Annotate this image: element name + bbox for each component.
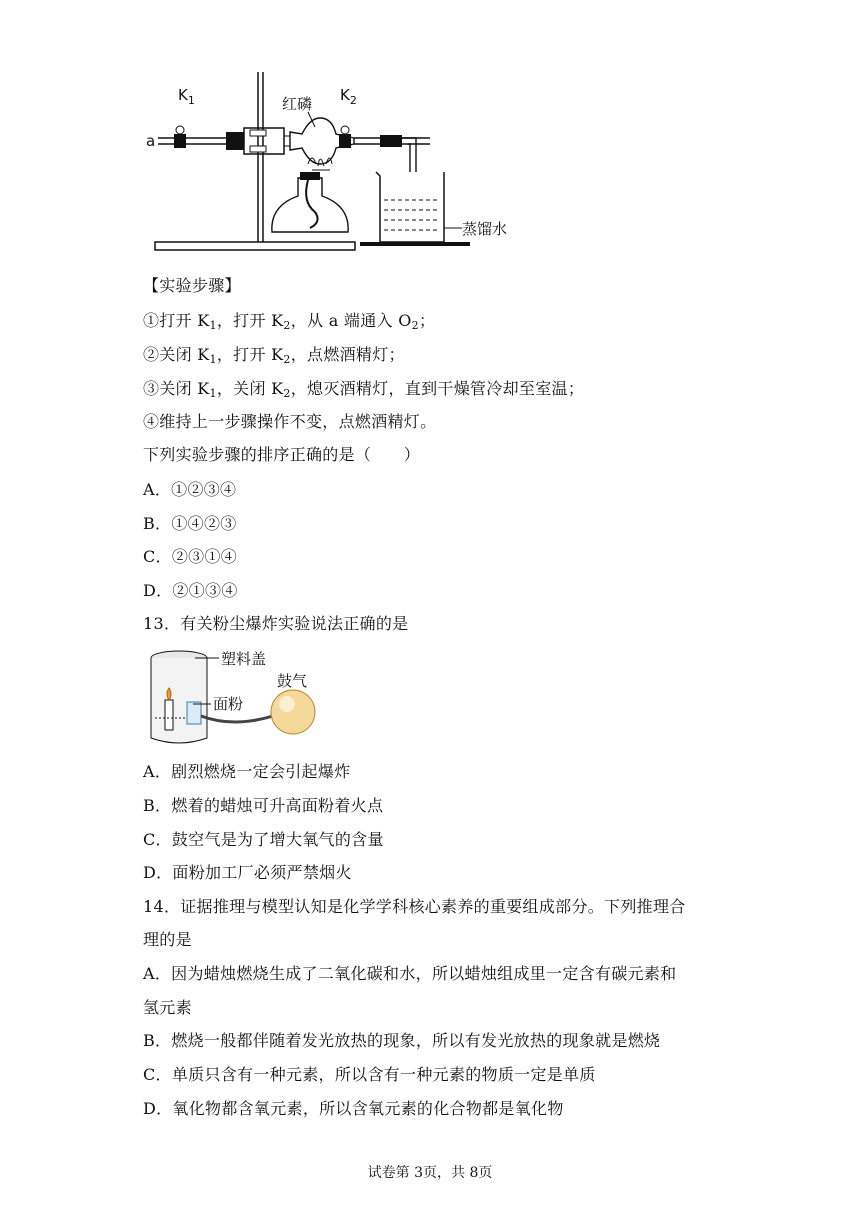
q13-option-a[interactable]: A．剧烈燃烧一定会引起爆炸 — [143, 762, 351, 781]
beaker — [376, 172, 444, 242]
flour-label: 面粉 — [213, 695, 244, 713]
q14-option-d[interactable]: D．氧化物都含氧元素，所以含氧元素的化合物都是氧化物 — [143, 1099, 564, 1118]
flour-cup — [187, 702, 201, 724]
stand-base — [155, 242, 355, 250]
candle — [165, 700, 173, 730]
step-1: ①打开 $K_1$，打开 $K_2$，从 a 端通入 $O_2$； — [143, 311, 436, 332]
dust-explosion-diagram — [143, 646, 333, 750]
lid-label: 塑料盖 — [221, 650, 267, 668]
q13-option-b[interactable]: B．燃着的蜡烛可升高面粉着火点 — [143, 796, 384, 815]
air-bulb — [271, 690, 315, 734]
q14-stem-line2: 理的是 — [143, 930, 192, 949]
q12-option-a[interactable]: A．①②③④ — [143, 480, 237, 499]
k2-label: $K_2$ — [340, 86, 357, 107]
step-3: ③关闭 $K_1$，关闭 $K_2$，熄灭酒精灯，直到干燥管冷却至室温； — [143, 379, 585, 400]
q12-question: 下列实验步骤的排序正确的是（ ） — [143, 445, 421, 464]
q13-stem: 13．有关粉尘爆炸实验说法正确的是 — [143, 614, 409, 633]
blow-label: 鼓气 — [277, 672, 308, 690]
step-2: ②关闭 $K_1$，打开 $K_2$，点燃酒精灯； — [143, 345, 405, 366]
red-phosphorus-label: 红磷 — [282, 95, 313, 113]
step-4: ④维持上一步骤操作不变，点燃酒精灯。 — [143, 412, 437, 431]
q14-option-b[interactable]: B．燃烧一般都伴随着发光放热的现象，所以有发光放热的现象就是燃烧 — [143, 1031, 661, 1050]
valve-k1 — [174, 134, 186, 148]
valve-k2 — [339, 134, 351, 148]
distilled-water-label: 蒸馏水 — [462, 220, 508, 238]
q12-option-d[interactable]: D．②①③④ — [143, 581, 238, 600]
q14-option-a-line1[interactable]: A．因为蜡烛燃烧生成了二氧化碳和水，所以蜡烛组成里一定含有碳元素和 — [143, 964, 677, 983]
q12-option-c[interactable]: C．②③①④ — [143, 547, 238, 566]
inlet-a-label: a — [146, 132, 156, 150]
q12-option-b[interactable]: B．①④②③ — [143, 514, 237, 533]
q14-option-c[interactable]: C．单质只含有一种元素，所以含有一种元素的物质一定是单质 — [143, 1065, 596, 1084]
q14-stem-line1: 14．证据推理与模型认知是化学学科核心素养的重要组成部分。下列推理合 — [143, 897, 686, 916]
q13-option-d[interactable]: D．面粉加工厂必须严禁烟火 — [143, 863, 352, 882]
flame — [167, 688, 171, 700]
q13-option-c[interactable]: C．鼓空气是为了增大氧气的含量 — [143, 830, 384, 849]
q14-option-a-line2[interactable]: 氢元素 — [143, 998, 192, 1017]
steps-heading: 【实验步骤】 — [143, 276, 241, 295]
k1-label: $K_1$ — [178, 86, 195, 107]
page-footer: 试卷第 3页，共 8页 — [367, 1165, 493, 1181]
phosphorus-apparatus-diagram — [140, 72, 520, 258]
